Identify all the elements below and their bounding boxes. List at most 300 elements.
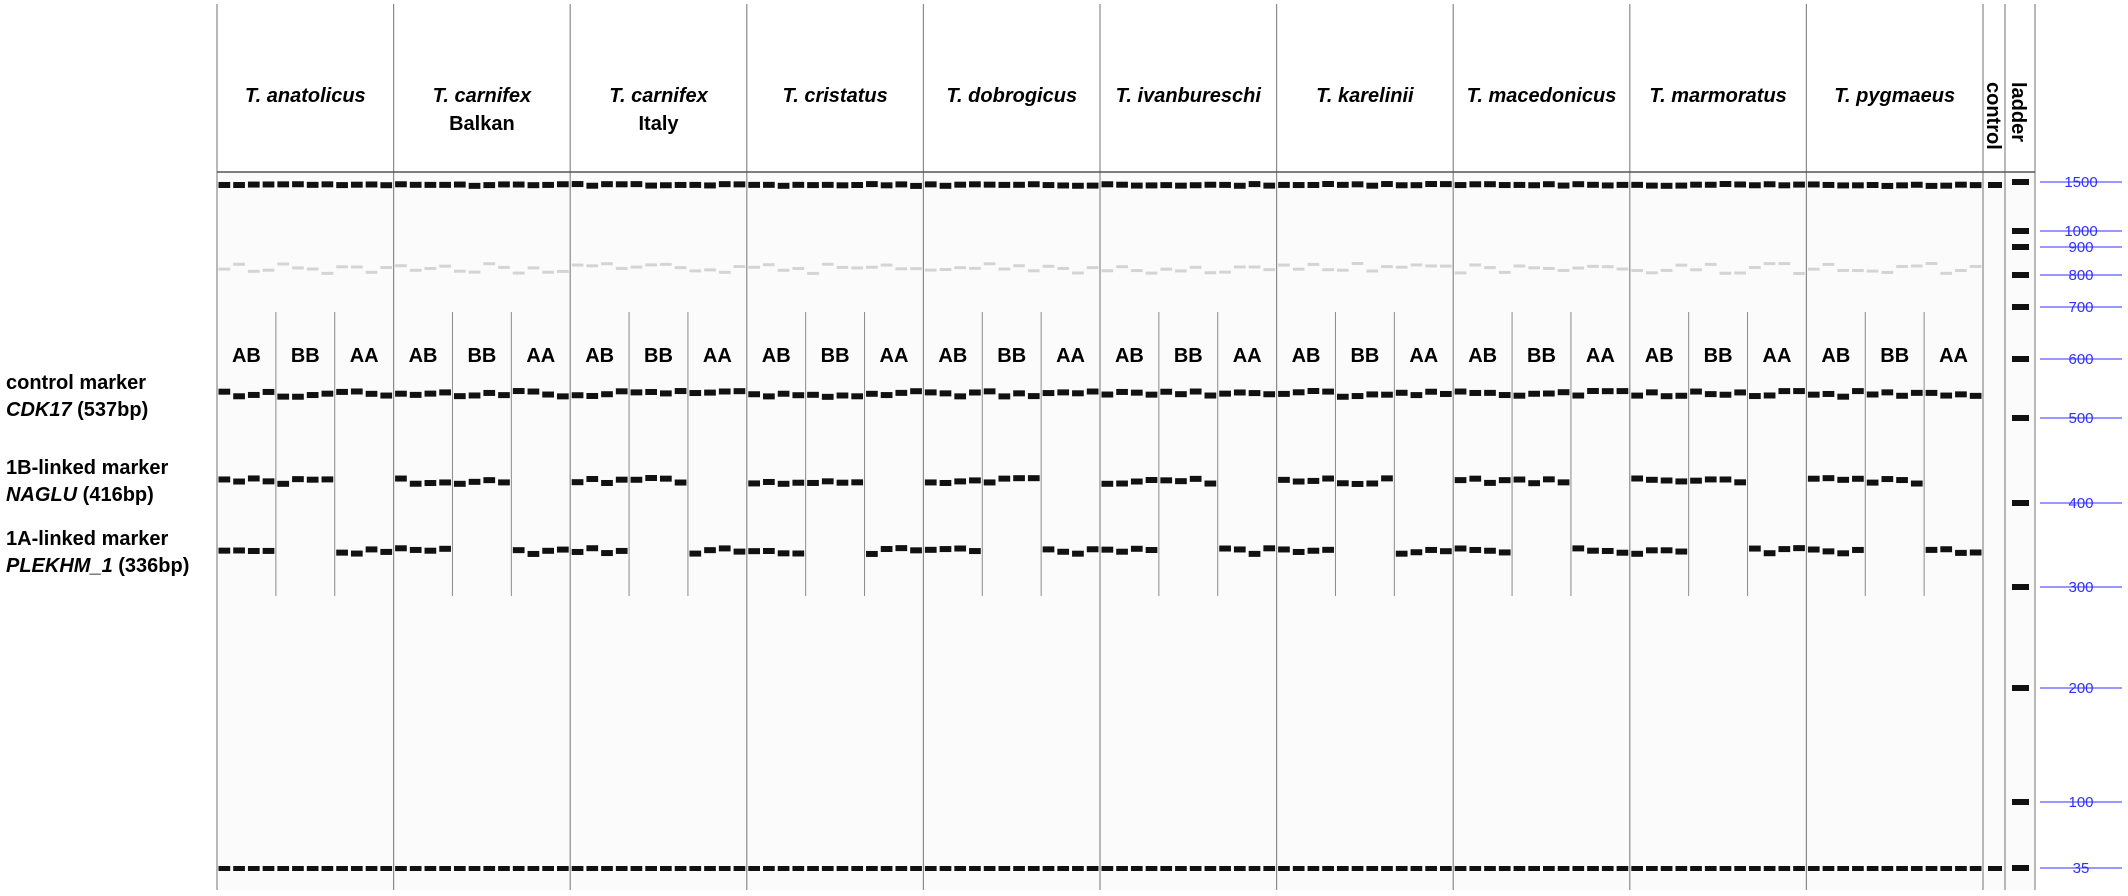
gel-band [1690,182,1702,188]
gel-band-1b-marker [1823,475,1835,481]
gel-faint-band [1661,269,1673,272]
gel-band-control-marker [763,393,775,399]
gel-band [1970,866,1982,871]
gel-band-1a-marker [1116,549,1128,555]
gel-band-control-marker [439,389,451,395]
gel-band-control-marker [1293,389,1305,395]
gel-band [1955,866,1967,871]
gel-faint-band [498,266,510,269]
marker-title: 1B-linked marker [6,457,169,479]
gel-band-1a-marker [778,550,790,556]
gel-band-1b-marker [969,477,981,483]
gel-band-control-marker [307,392,319,398]
gel-band-1a-marker [719,545,731,551]
gel-band-1b-marker [277,481,289,487]
gel-band-control-marker [778,391,790,397]
gel-band-1a-marker [380,549,392,555]
gel-band-control-marker [1528,391,1540,397]
gel-faint-band [425,267,437,270]
gel-band [1881,183,1893,189]
gel-faint-band [866,266,878,269]
gel-band [1219,866,1231,871]
gel-band-control-marker [1558,389,1570,395]
gel-band [1837,866,1849,871]
gel-band [439,866,451,871]
gel-band-control-marker [1249,390,1261,396]
gel-faint-band [1249,266,1261,269]
gel-band-1a-marker [233,547,245,553]
gel-faint-band [675,266,687,269]
gel-band [1352,866,1364,871]
gel-band [616,181,628,187]
gel-band [292,181,304,187]
gel-band-1a-marker [895,545,907,551]
gel-band [1911,182,1923,188]
gel-band [1778,866,1790,871]
gel-band-1a-marker [689,551,701,557]
gel-band [366,181,378,187]
gel-band-control-marker [1617,388,1629,394]
gel-band [881,866,893,871]
gel-band-control-marker [1322,389,1334,395]
gel-band-1a-marker [1852,547,1864,553]
gel-band [954,182,966,188]
gel-band-1b-marker [1160,477,1172,483]
gel-band-1b-marker [1499,477,1511,483]
gel-band [1116,866,1128,871]
gel-faint-band [616,267,628,270]
gel-band [792,182,804,188]
gel-band-control-marker [336,389,348,395]
gel-band-control-marker [1646,389,1658,395]
gel-band-1b-marker [322,476,334,482]
gel-band-1a-marker [248,548,260,554]
gel-band [748,182,760,188]
gel-band-1b-marker [1146,477,1158,483]
gel-band [1661,866,1673,871]
gel-band [1411,182,1423,188]
gel-band-1a-marker [1411,549,1423,555]
gel-band-control-marker [1337,394,1349,400]
gel-band-1a-marker [1778,546,1790,552]
marker-label-control [6,370,148,424]
gel-band [1705,866,1717,871]
gel-band-control-marker [940,390,952,396]
gel-faint-band [1131,269,1143,272]
gel-faint-band [1720,272,1732,275]
gel-band-control-marker [1072,390,1084,396]
gel-band-1a-marker [925,547,937,553]
gel-band [925,866,937,871]
species-sublabel: Italy [638,113,679,135]
gel-band [1455,866,1467,871]
gel-band-1a-marker [528,551,540,557]
gel-band-1b-marker [586,476,598,482]
gel-band [645,866,657,871]
gel-faint-band [1970,265,1982,268]
gel-faint-band [248,270,260,273]
genotype-label: BB [290,345,320,367]
gel-band-1b-marker [792,480,804,486]
gel-band [1102,181,1114,187]
gel-band [1764,866,1776,871]
gel-band [1425,181,1437,187]
gel-band [1190,866,1202,871]
gel-band [1411,866,1423,871]
gel-band [542,866,554,871]
gel-band-control-marker [1867,391,1879,397]
gel-faint-band [1381,265,1393,268]
gel-band [660,866,672,871]
gel-band-1a-marker [748,548,760,554]
gel-band-1b-marker [1469,476,1481,482]
gel-faint-band [557,270,569,273]
gel-band-1b-marker [410,481,422,487]
gel-band-1a-marker [336,550,348,556]
gel-band-1a-marker [1587,548,1599,554]
gel-band [1072,866,1084,871]
gel-band-control-marker [984,388,996,394]
gel-faint-band [307,268,319,271]
gel-band-1b-marker [925,479,937,485]
gel-faint-band [1793,272,1805,275]
gel-band [1734,866,1746,871]
gel-band-1b-marker [1690,478,1702,484]
gel-faint-band [1852,269,1864,272]
gel-faint-band [1160,268,1172,271]
gel-band-control-marker [1440,391,1452,397]
gel-band [1116,182,1128,188]
gel-band [248,182,260,188]
genotype-label: AA [526,345,556,367]
gel-band [940,183,952,189]
gel-band-control-marker [866,391,878,397]
gel-faint-band [528,266,540,269]
ladder-size-label: 600 [2068,351,2094,368]
gel-band [807,182,819,188]
gel-band [1661,183,1673,189]
gel-band-control-marker [675,388,687,394]
gel-band [910,866,922,871]
control-lane-band [1988,866,2002,871]
gel-band-1b-marker [439,479,451,485]
ladder-band [2012,272,2029,278]
gel-band [969,866,981,871]
gel-band-1b-marker [1911,481,1923,487]
gel-band [1057,866,1069,871]
gel-band [1337,182,1349,188]
gel-faint-band [925,269,937,272]
gel-band-1b-marker [1337,480,1349,486]
gel-band-control-marker [1411,392,1423,398]
gel-band-1a-marker [1675,549,1687,555]
gel-faint-band [1911,264,1923,267]
gel-faint-band [1175,269,1187,272]
gel-band-control-marker [498,392,510,398]
gel-band-control-marker [1469,390,1481,396]
gel-band-1b-marker [1175,478,1187,484]
gel-band [851,182,863,188]
gel-band [1631,182,1643,188]
gel-faint-band [263,269,275,272]
gel-faint-band [586,264,598,267]
gel-band [469,183,481,189]
gel-band-control-marker [233,393,245,399]
gel-band-1a-marker [1219,546,1231,552]
gel-band-1b-marker [601,480,613,486]
gel-band-1a-marker [1955,550,1967,556]
gel-band-control-marker [1043,390,1055,396]
gel-band-control-marker [1396,390,1408,396]
gel-band [1602,866,1614,871]
gel-faint-band [969,267,981,270]
gel-band-1b-marker [675,480,687,486]
gel-band [837,866,849,871]
gel-band-1a-marker [366,546,378,552]
gel-band-control-marker [1661,393,1673,399]
gel-band-control-marker [998,393,1010,399]
gel-band-control-marker [1764,392,1776,398]
gel-band [513,182,525,188]
gel-band [351,866,363,871]
gel-band [910,183,922,189]
gel-band-control-marker [1675,393,1687,399]
gel-band-control-marker [557,393,569,399]
gel-band [380,866,392,871]
gel-faint-band [1558,269,1570,272]
gel-band-1a-marker [792,550,804,556]
gel-band [1469,181,1481,187]
genotype-label: BB [644,345,673,367]
gel-band-1b-marker [1852,476,1864,482]
gel-band-control-marker [410,392,422,398]
gel-band-control-marker [219,389,231,395]
gel-band [1808,181,1820,187]
gel-band-control-marker [1087,389,1099,395]
gel-faint-band [1322,268,1334,271]
gel-band [263,866,275,871]
gel-band [1160,866,1172,871]
gel-band [498,181,510,187]
gel-band [1572,866,1584,871]
gel-band [1749,182,1761,188]
gel-band [1043,182,1055,188]
gel-faint-band [954,266,966,269]
gel-band-control-marker [1366,391,1378,397]
gel-faint-band [895,267,907,270]
gel-band [1587,182,1599,188]
gel-band-control-marker [1970,393,1982,399]
gel-faint-band [513,272,525,275]
gel-band-1a-marker [263,548,275,554]
gel-band-1b-marker [572,479,584,485]
gel-band-control-marker [572,392,584,398]
gel-band [704,182,716,188]
gel-band [1308,866,1320,871]
gel-faint-band [851,266,863,269]
species-label: T. marmoratus [1649,85,1787,107]
marker-title: control marker [6,372,147,394]
gel-band [1720,866,1732,871]
ladder-lane-label: ladder [2007,82,2029,143]
gel-band-control-marker [1852,388,1864,394]
gel-band-1b-marker [660,476,672,482]
gel-band [1896,182,1908,188]
gel-band-control-marker [1631,393,1643,399]
gel-faint-band [366,271,378,274]
gel-band [1558,866,1570,871]
gel-band-1a-marker [940,546,952,552]
gel-band [1543,866,1555,871]
gel-band [1764,181,1776,187]
gel-band-1b-marker [837,480,849,486]
gel-band [572,181,584,187]
gel-band-1a-marker [1102,547,1114,553]
genotype-label: AA [702,345,732,367]
gel-band-control-marker [1146,392,1158,398]
gel-faint-band [1940,272,1952,275]
gel-band [866,866,878,871]
genotype-label: AA [1939,345,1969,367]
gel-band [557,181,569,187]
genotype-label: BB [997,345,1027,367]
gel-band [1778,182,1790,188]
gel-band [689,182,701,188]
gel-band [1455,182,1467,188]
gel-band-1b-marker [1558,479,1570,485]
gel-band [1720,181,1732,187]
gel-band-1a-marker [586,545,598,551]
gel-band [542,182,554,188]
gel-band [1705,182,1717,188]
gel-band [1396,182,1408,188]
gel-band-1a-marker [351,551,363,557]
gel-band-1b-marker [984,479,996,485]
genotype-label: BB [820,345,850,367]
gel-band-1b-marker [807,480,819,486]
gel-band-1a-marker [542,548,554,554]
gel-band [1793,182,1805,188]
ladder-size-label: 700 [2068,299,2094,316]
gel-band-1a-marker [1234,546,1246,552]
gel-band-1a-marker [1146,547,1158,553]
gel-band-1a-marker [219,548,231,554]
gel-band [292,866,304,871]
gel-band [792,866,804,871]
gel-band-control-marker [1734,389,1746,395]
gel-band-control-marker [1278,391,1290,397]
gel-faint-band [734,265,746,268]
gel-band-1b-marker [483,477,495,483]
gel-band [307,866,319,871]
gel-band [1102,866,1114,871]
gel-band-control-marker [1160,389,1172,395]
gel-band [1881,866,1893,871]
gel-band [1852,866,1864,871]
gel-band [410,182,422,188]
gel-band-control-marker [1602,388,1614,394]
gel-band-control-marker [1705,391,1717,397]
gel-band-control-marker [1896,393,1908,399]
gel-faint-band [1631,269,1643,272]
gel-band-1b-marker [1837,477,1849,483]
gel-faint-band [1764,262,1776,265]
gel-band-1a-marker [1455,545,1467,551]
gel-band [263,181,275,187]
gel-band-1a-marker [1926,547,1938,553]
gel-band-control-marker [277,394,289,400]
species-label: T. macedonicus [1466,85,1617,107]
gel-band-control-marker [881,392,893,398]
gel-band [1234,183,1246,189]
ladder-band [2012,179,2029,185]
species-label: T. dobrogicus [946,85,1078,107]
ladder-band [2012,415,2029,421]
species-label: T. karelinii [1316,85,1414,107]
gel-band-1a-marker [1631,551,1643,557]
gel-band-control-marker [1778,388,1790,394]
gel-band [1617,182,1629,188]
gel-faint-band [1102,269,1114,272]
gel-band-1a-marker [704,547,716,553]
gel-band [1131,183,1143,189]
gel-band-1b-marker [1013,475,1025,481]
gel-band-1a-marker [1396,551,1408,557]
gel-band-control-marker [586,393,598,399]
gel-band-control-marker [1308,388,1320,394]
gel-band [1293,182,1305,188]
gel-band-control-marker [248,392,260,398]
gel-band-1b-marker [954,478,966,484]
genotype-label: AA [1232,345,1262,367]
gel-band-1b-marker [1278,477,1290,483]
gel-band-control-marker [1175,391,1187,397]
gel-band [1278,182,1290,188]
gel-band-1b-marker [1881,476,1893,482]
gel-band-control-marker [1720,392,1732,398]
gel-faint-band [322,272,334,275]
ladder-size-label: 1000 [2064,223,2098,240]
gel-band [734,181,746,187]
gel-band [1749,866,1761,871]
gel-band-1a-marker [410,547,422,553]
gel-faint-band [631,266,643,269]
gel-band [1381,866,1393,871]
control-lane-label: control [1982,82,2004,150]
gel-faint-band [1190,266,1202,269]
gel-band-control-marker [1587,388,1599,394]
ladder-band [2012,500,2029,506]
gel-band [645,183,657,189]
gel-band [469,866,481,871]
gel-band-control-marker [1028,393,1040,399]
gel-band-1a-marker [954,546,966,552]
gel-faint-band [881,264,893,267]
gel-band [439,182,451,188]
gel-band-control-marker [1499,392,1511,398]
gel-faint-band [336,265,348,268]
gel-band-control-marker [631,389,643,395]
gel-band-control-marker [689,390,701,396]
gel-band-1b-marker [1102,481,1114,487]
gel-band [1146,866,1158,871]
gel-band-1a-marker [1617,550,1629,556]
gel-band-control-marker [895,390,907,396]
gel-band-1a-marker [1823,548,1835,554]
gel-band-control-marker [851,393,863,399]
gel-band [557,866,569,871]
ladder-size-label: 35 [2072,860,2090,877]
